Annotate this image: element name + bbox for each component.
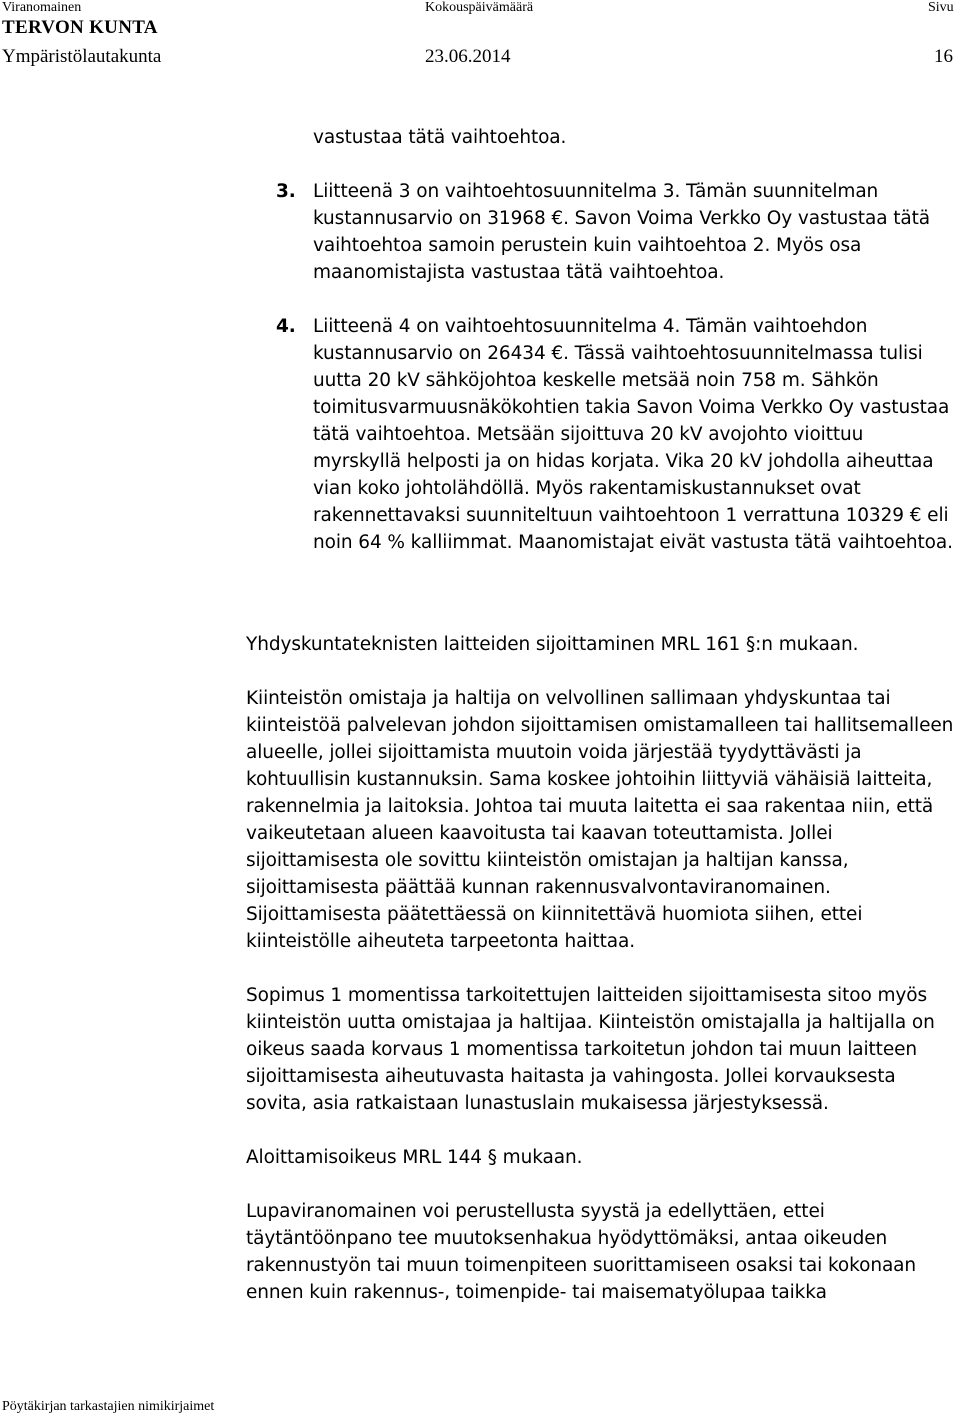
meeting-date: 23.06.2014 [425, 46, 511, 67]
section-heading: Yhdyskuntateknisten laitteiden sijoittaminen MRL 161 §:n mukaan. [246, 634, 859, 655]
option-number: 3. [276, 181, 296, 202]
section-heading: Aloittamisoikeus MRL 144 § mukaan. [246, 1147, 583, 1168]
option-item [276, 313, 953, 556]
option-text: Liitteenä 3 on vaihtoehtosuunnitelma 3. Tämän suunnitelman kustannusarvio on 31968 €. Savon Voima Verkko Oy vastustaa tätä vaihtoehtoa samoin perustein kuin vaihtoehtoa 2. Myös osa maanomistajista vastustaa tätä vaihtoehtoa. [313, 181, 930, 283]
authority-label: Viranomainen [2, 0, 82, 15]
option-number: 4. [276, 316, 296, 337]
paragraph: Lupaviranomainen voi perustellusta syystä ja edellyttäen, ettei täytäntöönpano tee muutoksenhakua hyödyttömäksi, antaa oikeuden rakennustyön tai muun toimenpiteen suorittamiseen osaksi tai kokonaan ennen kuin rakennus-, toimenpide- tai maisematyölupaa taikka [246, 1201, 917, 1303]
option-item [276, 178, 933, 286]
page-label: Sivu [928, 0, 954, 15]
municipality-name: TERVON KUNTA [2, 17, 158, 38]
options-list [276, 124, 960, 556]
paragraph: Sopimus 1 momentissa tarkoitettujen laitteiden sijoittamisesta sitoo myös kiinteistön uutta omistajaa ja haltijaa. Kiinteistön omistajalla ja haltijalla on oikeus saada korvaus 1 momentissa tarkoitetun johdon tai muun laitteen sijoittamisesta aiheutuvasta haitasta ja vahingosta. Jollei korvauksesta sovita, asia ratkaistaan lunastuslain mukaisessa järjestyksessä. [246, 985, 935, 1114]
paragraph: Kiinteistön omistaja ja haltija on velvollinen sallimaan yhdyskuntaa tai kiinteistöä palvelevan johdon sijoittamisen omistamalleen tai hallitsemalleen alueelle, jollei sijoittamista muutoin voida järjestää tyydyttävästi ja kohtuullisin kustannuksin. Sama koskee johtoihin liittyviä vähäisiä laitteita, rakennelmia ja laitoksia. Johtoa tai muuta laitetta ei saa rakentaa niin, että vaikeutetaan alueen kaavoitusta tai kaavan toteuttamista. Jollei sijoittamisesta ole sovittu kiinteistön omistajan ja haltijan kanssa, sijoittamisesta päättää kunnan rakennusvalvontaviranomainen. Sijoittamisesta päätettäessä on kiinnitettävä huomiota siihen, ettei kiinteistölle aiheuteta tarpeetonta haittaa. [246, 688, 954, 952]
signature-label: Pöytäkirjan tarkastajien nimikirjaimet [2, 1399, 215, 1414]
options-lead-line: vastustaa tätä vaihtoehtoa. [313, 127, 567, 148]
legal-text [246, 631, 958, 1306]
page-number: 16 [934, 46, 953, 67]
option-text: Liitteenä 4 on vaihtoehtosuunnitelma 4. Tämän vaihtoehdon kustannusarvio on 26434 €. Tässä vaihtoehtosuunnitelmassa tulisi uutta 20 kV sähköjohtoa keskelle metsää noin 758 m. Sähkön toimitusvarmuusnäkökohtien takia Savon Voima Verkko Oy vastustaa tätä vaihtoehtoa. Metsään sijoittuva 20 kV avojohto vioittuu myrskyllä helposti ja on hidas korjata. Vika 20 kV johdolla aiheuttaa vian koko johtolähdöllä. Myös rakentamiskustannukset ovat rakennettavaksi suunniteltuun vaihtoehtoon 1 verrattuna 10329 € eli noin 64 % kalliimmat. Maanomistajat eivät vastusta tätä vaihtoehtoa. [313, 316, 953, 553]
board-name: Ympäristölautakunta [2, 46, 162, 67]
date-label: Kokouspäivämäärä [425, 0, 534, 15]
